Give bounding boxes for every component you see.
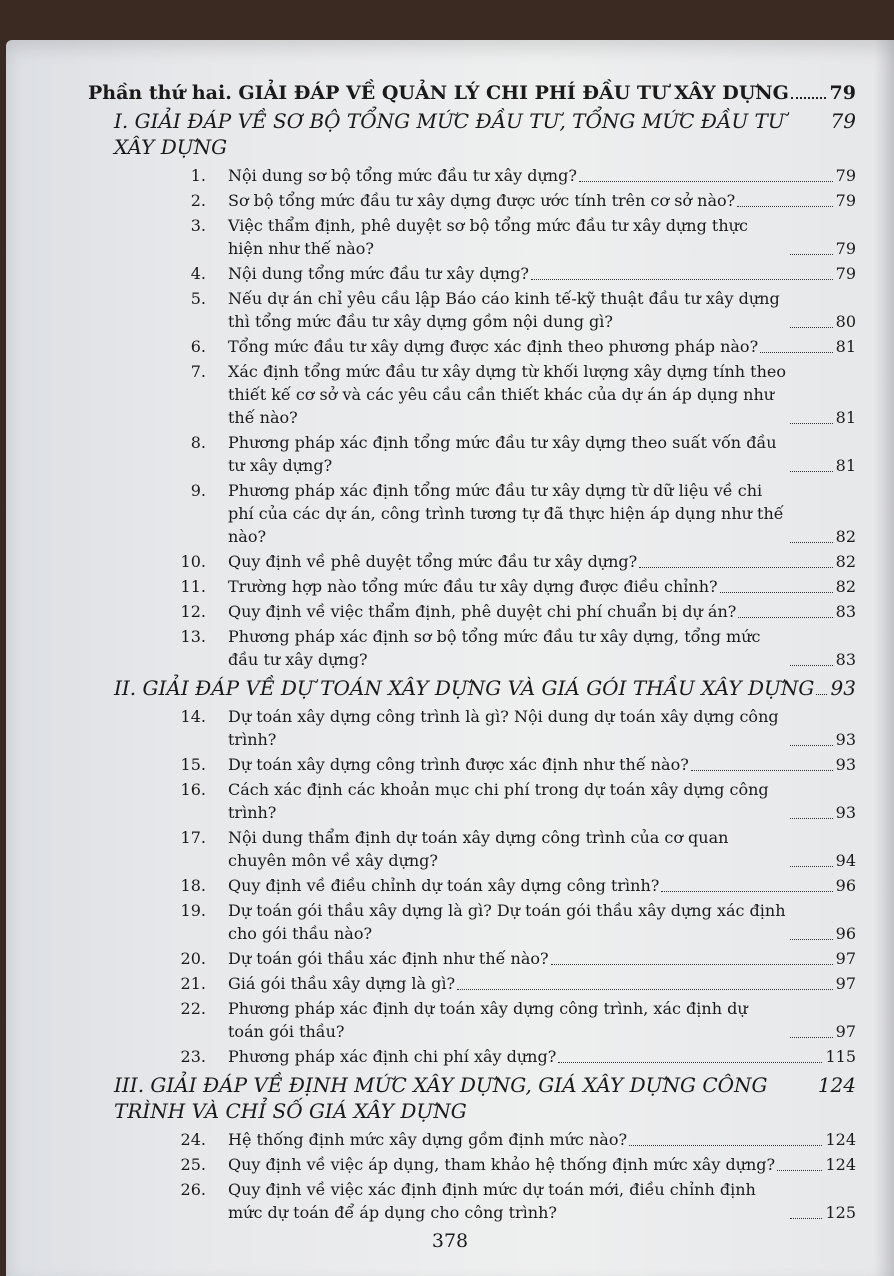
entry-body	[228, 287, 856, 333]
entry-number: 24.	[180, 1130, 206, 1149]
entry-page: 81	[835, 337, 856, 356]
entry-text: Quy định về việc xác định định mức dự toán mới, điều chỉnh định mức dự toán để áp dụng cho công trình?	[228, 1180, 756, 1222]
part-page: 79	[829, 82, 856, 104]
dot-leader	[790, 1218, 822, 1219]
dot-leader	[661, 891, 832, 892]
toc-entry	[86, 826, 856, 872]
toc-entry	[86, 753, 856, 776]
entry-text: Quy định về phê duyệt tổng mức đầu tư xây dựng?	[228, 552, 638, 571]
entry-body	[228, 1045, 856, 1068]
dot-leader	[790, 818, 833, 819]
toc-entry	[86, 1153, 856, 1176]
toc-entry	[86, 972, 856, 995]
toc-entry	[86, 335, 856, 358]
dot-leader	[790, 471, 833, 472]
entry-number: 12.	[180, 602, 206, 621]
entry-body	[228, 705, 856, 751]
entry-number: 3.	[190, 216, 206, 235]
dot-leader	[790, 1037, 833, 1038]
entry-body	[228, 1178, 856, 1224]
entry-body	[228, 189, 856, 212]
entry-text: Nội dung sơ bộ tổng mức đầu tư xây dựng?	[228, 166, 577, 185]
entry-page: 82	[835, 527, 856, 546]
toc-entry	[86, 899, 856, 945]
entry-body	[228, 753, 856, 776]
entry-text: Quy định về việc áp dụng, tham khảo hệ thống định mức xây dựng?	[228, 1155, 776, 1174]
entry-text: Việc thẩm định, phê duyệt sơ bộ tổng mức đầu tư xây dựng thực hiện như thế nào?	[228, 216, 748, 258]
dot-leader	[790, 542, 833, 543]
toc-entry	[86, 1045, 856, 1068]
dot-leader	[790, 327, 833, 328]
entry-text: Phương pháp xác định chi phí xây dựng?	[228, 1047, 557, 1066]
dot-leader	[531, 279, 833, 280]
entry-text: Hệ thống định mức xây dựng gồm định mức nào?	[228, 1130, 628, 1149]
dot-leader	[760, 352, 833, 353]
entry-body	[228, 600, 856, 623]
toc-entry	[86, 164, 856, 187]
entry-number: 13.	[180, 627, 206, 646]
entry-body	[228, 575, 856, 598]
entry-page: 125	[825, 1203, 856, 1222]
dot-leader	[777, 1170, 822, 1171]
entry-number: 14.	[180, 707, 206, 726]
entry-page: 93	[835, 803, 856, 822]
part-title: Phần thứ hai. GIẢI ĐÁP VỀ QUẢN LÝ CHI PHÍ ĐẦU TƯ XÂY DỰNG	[88, 82, 789, 104]
entry-number: 6.	[190, 337, 206, 356]
entry-number: 19.	[180, 901, 206, 920]
section-title: III. GIẢI ĐÁP VỀ ĐỊNH MỨC XÂY DỰNG, GIÁ XÂY DỰNG CÔNG TRÌNH VÀ CHỈ SỐ GIÁ XÂY DỰNG	[114, 1073, 768, 1123]
dot-leader	[737, 206, 832, 207]
toc-entry	[86, 189, 856, 212]
entry-number: 11.	[180, 577, 206, 596]
entry-page: 97	[835, 949, 856, 968]
section-heading	[114, 1072, 856, 1124]
entry-page: 124	[825, 1130, 856, 1149]
entry-text: Giá gói thầu xây dựng là gì?	[228, 974, 456, 993]
entry-body	[228, 997, 856, 1043]
entry-body	[228, 550, 856, 573]
entry-text: Nội dung tổng mức đầu tư xây dựng?	[228, 264, 530, 283]
entry-text: Tổng mức đầu tư xây dựng được xác định theo phương pháp nào?	[228, 337, 759, 356]
entry-page: 124	[825, 1155, 856, 1174]
dot-leader	[551, 964, 833, 965]
toc-entry	[86, 431, 856, 477]
sections	[86, 108, 856, 1224]
entry-text: Nội dung thẩm định dự toán xây dựng công trình của cơ quan chuyên môn về xây dựng?	[228, 828, 729, 870]
dot-leader	[791, 97, 826, 99]
table-of-contents	[86, 82, 856, 1226]
entry-number: 22.	[180, 999, 206, 1018]
toc-entry	[86, 705, 856, 751]
toc-entry	[86, 575, 856, 598]
entry-text: Trường hợp nào tổng mức đầu tư xây dựng được điều chỉnh?	[228, 577, 718, 596]
section-page: 79	[830, 109, 856, 133]
entry-page: 80	[835, 312, 856, 331]
entry-body	[228, 262, 856, 285]
entry-body	[228, 479, 856, 548]
entry-page: 79	[835, 166, 856, 185]
entry-page: 96	[835, 924, 856, 943]
entry-number: 2.	[190, 191, 206, 210]
dot-leader	[629, 1145, 822, 1146]
entry-text: Cách xác định các khoản mục chi phí trong dự toán xây dựng công trình?	[228, 780, 769, 822]
entry-page: 81	[835, 456, 856, 475]
dot-leader	[790, 939, 833, 940]
entry-text: Phương pháp xác định dự toán xây dựng công trình, xác định dự toán gói thầu?	[228, 999, 748, 1041]
dot-leader	[790, 254, 833, 255]
entry-number: 8.	[190, 433, 206, 452]
toc-entry	[86, 360, 856, 429]
dot-leader	[790, 423, 833, 424]
entry-number: 15.	[180, 755, 206, 774]
section-page: 93	[830, 676, 856, 700]
entry-text: Sơ bộ tổng mức đầu tư xây dựng được ước tính trên cơ sở nào?	[228, 191, 736, 210]
entry-text: Quy định về điều chỉnh dự toán xây dựng công trình?	[228, 876, 660, 895]
entry-page: 79	[835, 191, 856, 210]
dot-leader	[816, 694, 826, 695]
entry-body	[228, 1128, 856, 1151]
entry-body	[228, 947, 856, 970]
entry-page: 93	[835, 755, 856, 774]
entry-page: 97	[835, 1022, 856, 1041]
dot-leader	[720, 592, 833, 593]
entry-text: Dự toán xây dựng công trình là gì? Nội dung dự toán xây dựng công trình?	[228, 707, 779, 749]
toc-entry	[86, 625, 856, 671]
entry-body	[228, 360, 856, 429]
entry-page: 81	[835, 408, 856, 427]
entry-number: 4.	[190, 264, 206, 283]
toc-entry	[86, 1128, 856, 1151]
entry-page: 96	[835, 876, 856, 895]
entry-page: 115	[825, 1047, 856, 1066]
page-number: 378	[431, 1230, 469, 1252]
entry-page: 83	[835, 650, 856, 669]
entry-page: 79	[835, 264, 856, 283]
entry-text: Phương pháp xác định tổng mức đầu tư xây dựng từ dữ liệu về chi phí của các dự án, công trình tương tự đã thực hiện áp dụng như thế nào?	[228, 481, 784, 546]
toc-entry	[86, 1178, 856, 1224]
entry-text: Phương pháp xác định tổng mức đầu tư xây dựng theo suất vốn đầu tư xây dựng?	[228, 433, 777, 475]
dot-leader	[639, 567, 832, 568]
entry-text: Phương pháp xác định sơ bộ tổng mức đầu tư xây dựng, tổng mức đầu tư xây dựng?	[228, 627, 761, 669]
entry-number: 25.	[180, 1155, 206, 1174]
toc-entry	[86, 947, 856, 970]
entry-number: 7.	[190, 362, 206, 381]
dot-leader	[579, 181, 833, 182]
entry-number: 26.	[180, 1180, 206, 1199]
toc-entry	[86, 550, 856, 573]
entry-body	[228, 431, 856, 477]
section-title: II. GIẢI ĐÁP VỀ DỰ TOÁN XÂY DỰNG VÀ GIÁ GÓI THẦU XÂY DỰNG	[114, 676, 815, 700]
entry-body	[228, 335, 856, 358]
entry-body	[228, 899, 856, 945]
toc-entry	[86, 262, 856, 285]
entry-text: Quy định về việc thẩm định, phê duyệt chi phí chuẩn bị dự án?	[228, 602, 737, 621]
entry-text: Dự toán xây dựng công trình được xác định như thế nào?	[228, 755, 689, 774]
toc-entry	[86, 778, 856, 824]
entry-number: 16.	[180, 780, 206, 799]
entry-page: 83	[835, 602, 856, 621]
entry-body	[228, 778, 856, 824]
dot-leader	[790, 665, 833, 666]
section-page: 124	[817, 1073, 856, 1097]
entry-body	[228, 1153, 856, 1176]
section-heading	[114, 108, 856, 160]
entry-page: 79	[835, 239, 856, 258]
dot-leader	[457, 989, 833, 990]
section-title: I. GIẢI ĐÁP VỀ SƠ BỘ TỔNG MỨC ĐẦU TƯ, TỔNG MỨC ĐẦU TƯ XÂY DỰNG	[114, 109, 785, 159]
part-heading	[88, 82, 856, 104]
entry-body	[228, 214, 856, 260]
entry-text: Dự toán gói thầu xác định như thế nào?	[228, 949, 549, 968]
toc-entry	[86, 214, 856, 260]
entry-number: 10.	[180, 552, 206, 571]
entry-number: 18.	[180, 876, 206, 895]
entry-number: 1.	[190, 166, 206, 185]
toc-entry	[86, 600, 856, 623]
entry-body	[228, 874, 856, 897]
toc-entry	[86, 479, 856, 548]
entry-number: 5.	[190, 289, 206, 308]
entry-text: Xác định tổng mức đầu tư xây dựng từ khối lượng xây dựng tính theo thiết kế cơ sở và các yêu cầu cần thiết khác của dự án áp dụng như thế nào?	[228, 362, 786, 427]
entry-page: 97	[835, 974, 856, 993]
dot-leader	[691, 770, 833, 771]
dot-leader	[558, 1062, 822, 1063]
toc-entry	[86, 874, 856, 897]
entry-body	[228, 826, 856, 872]
page-edge-shadow	[874, 40, 894, 1276]
entry-number: 9.	[190, 481, 206, 500]
entry-number: 17.	[180, 828, 206, 847]
entry-page: 94	[835, 851, 856, 870]
toc-entry	[86, 997, 856, 1043]
entry-number: 21.	[180, 974, 206, 993]
entry-page: 93	[835, 730, 856, 749]
dot-leader	[790, 866, 833, 867]
section-heading	[114, 675, 856, 701]
book-page	[6, 40, 894, 1276]
entry-page: 82	[835, 577, 856, 596]
entry-text: Nếu dự án chỉ yêu cầu lập Báo cáo kinh tế-kỹ thuật đầu tư xây dựng thì tổng mức đầu tư xây dựng gồm nội dung gì?	[228, 289, 780, 331]
entry-number: 20.	[180, 949, 206, 968]
toc-entry	[86, 287, 856, 333]
entry-text: Dự toán gói thầu xây dựng là gì? Dự toán gói thầu xây dựng xác định cho gói thầu nào?	[228, 901, 786, 943]
dot-leader	[738, 617, 832, 618]
entry-number: 23.	[180, 1047, 206, 1066]
dot-leader	[790, 745, 833, 746]
entry-body	[228, 625, 856, 671]
entry-body	[228, 972, 856, 995]
entry-page: 82	[835, 552, 856, 571]
entry-body	[228, 164, 856, 187]
